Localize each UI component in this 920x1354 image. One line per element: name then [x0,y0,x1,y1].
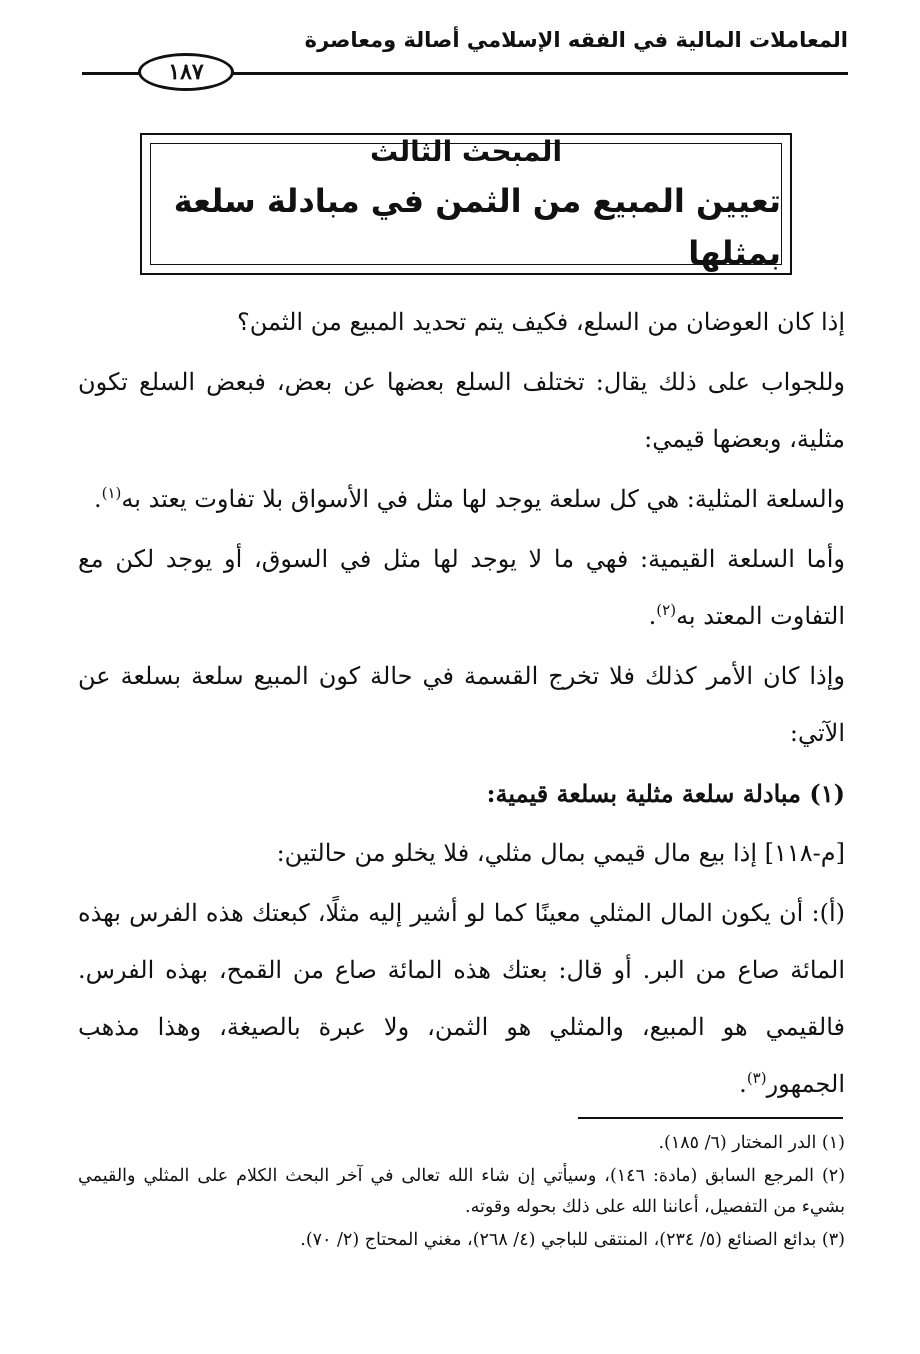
paragraph-3-text: والسلعة المثلية: هي كل سلعة يوجد لها مثل في الأسواق بلا تفاوت يعتد به [121,485,845,513]
paragraph-7 [78,885,845,1113]
footnotes [78,1128,845,1258]
footnote-ref-3[interactable]: (٣) [746,1069,767,1087]
footnote-separator [578,1117,843,1119]
paragraph-3 [78,471,845,528]
paragraph-1: إذا كان العوضان من السلع، فكيف يتم تحديد المبيع من الثمن؟ [236,308,845,336]
paragraph-6: [م-١١٨] إذا بيع مال قيمي بمال مثلي، فلا يخلو من حالتين: [276,839,845,867]
period: . [648,602,657,630]
page-number: ١٨٧ [138,53,234,91]
section-title-inner-frame [150,135,782,272]
footnote-3: (٣) بدائع الصنائع (٥/ ٢٣٤)، المنتقى للباجي (٤/ ٢٦٨)، مغني المحتاج (٢/ ٧٠). [300,1230,845,1250]
paragraph-4-text: وأما السلعة القيمية: فهي ما لا يوجد لها مثل في السوق، أو يوجد لكن مع التفاوت المعتد به [78,545,845,630]
footnote-2: (٢) المرجع السابق (مادة: ١٤٦)، وسيأتي إن شاء الله تعالى في آخر البحث الكلام على المثلي والقيمي بشيء من التفصيل، أعاننا الله على ذلك بحوله وقوته. [78,1166,846,1217]
running-header: المعاملات المالية في الفقه الإسلامي أصالة ومعاصرة [304,28,848,52]
body-text [78,294,845,1116]
section-title-box [140,133,792,275]
paragraph-2: وللجواب على ذلك يقال: تختلف السلع بعضها عن بعض، فبعض السلع تكون مثلية، وبعضها قيمي: [78,368,845,453]
subheading: (١) مبادلة سلعة مثلية بسلعة قيمية: [486,779,845,808]
footnote-1: (١) الدر المختار (٦/ ١٨٥). [658,1133,845,1153]
paragraph-5: وإذا كان الأمر كذلك فلا تخرج القسمة في حالة كون المبيع سلعة بسلعة عن الآتي: [78,662,845,747]
period: . [739,1070,747,1098]
paragraph-4 [78,531,845,645]
period: . [93,485,102,513]
footnote-ref-1[interactable]: (١) [101,484,122,502]
section-title: تعيين المبيع من الثمن في مبادلة سلعة بمثلها [173,182,781,272]
paragraph-7-text: (أ): أن يكون المال المثلي معينًا كما لو أشير إليه مثلًا، كبعتك هذه الفرس بهذه المائة صاع من البر. أو قال: بعتك هذه المائة صاع من القمح، بهذه الفرس. فالقيمي هو المبيع، والمثلي هو الثمن، ولا عبرة بالصيغة، وهذا مذهب الجمهور [78,899,845,1098]
footnote-ref-2[interactable]: (٢) [656,601,677,619]
section-label: المبحث الثالث [369,135,563,168]
